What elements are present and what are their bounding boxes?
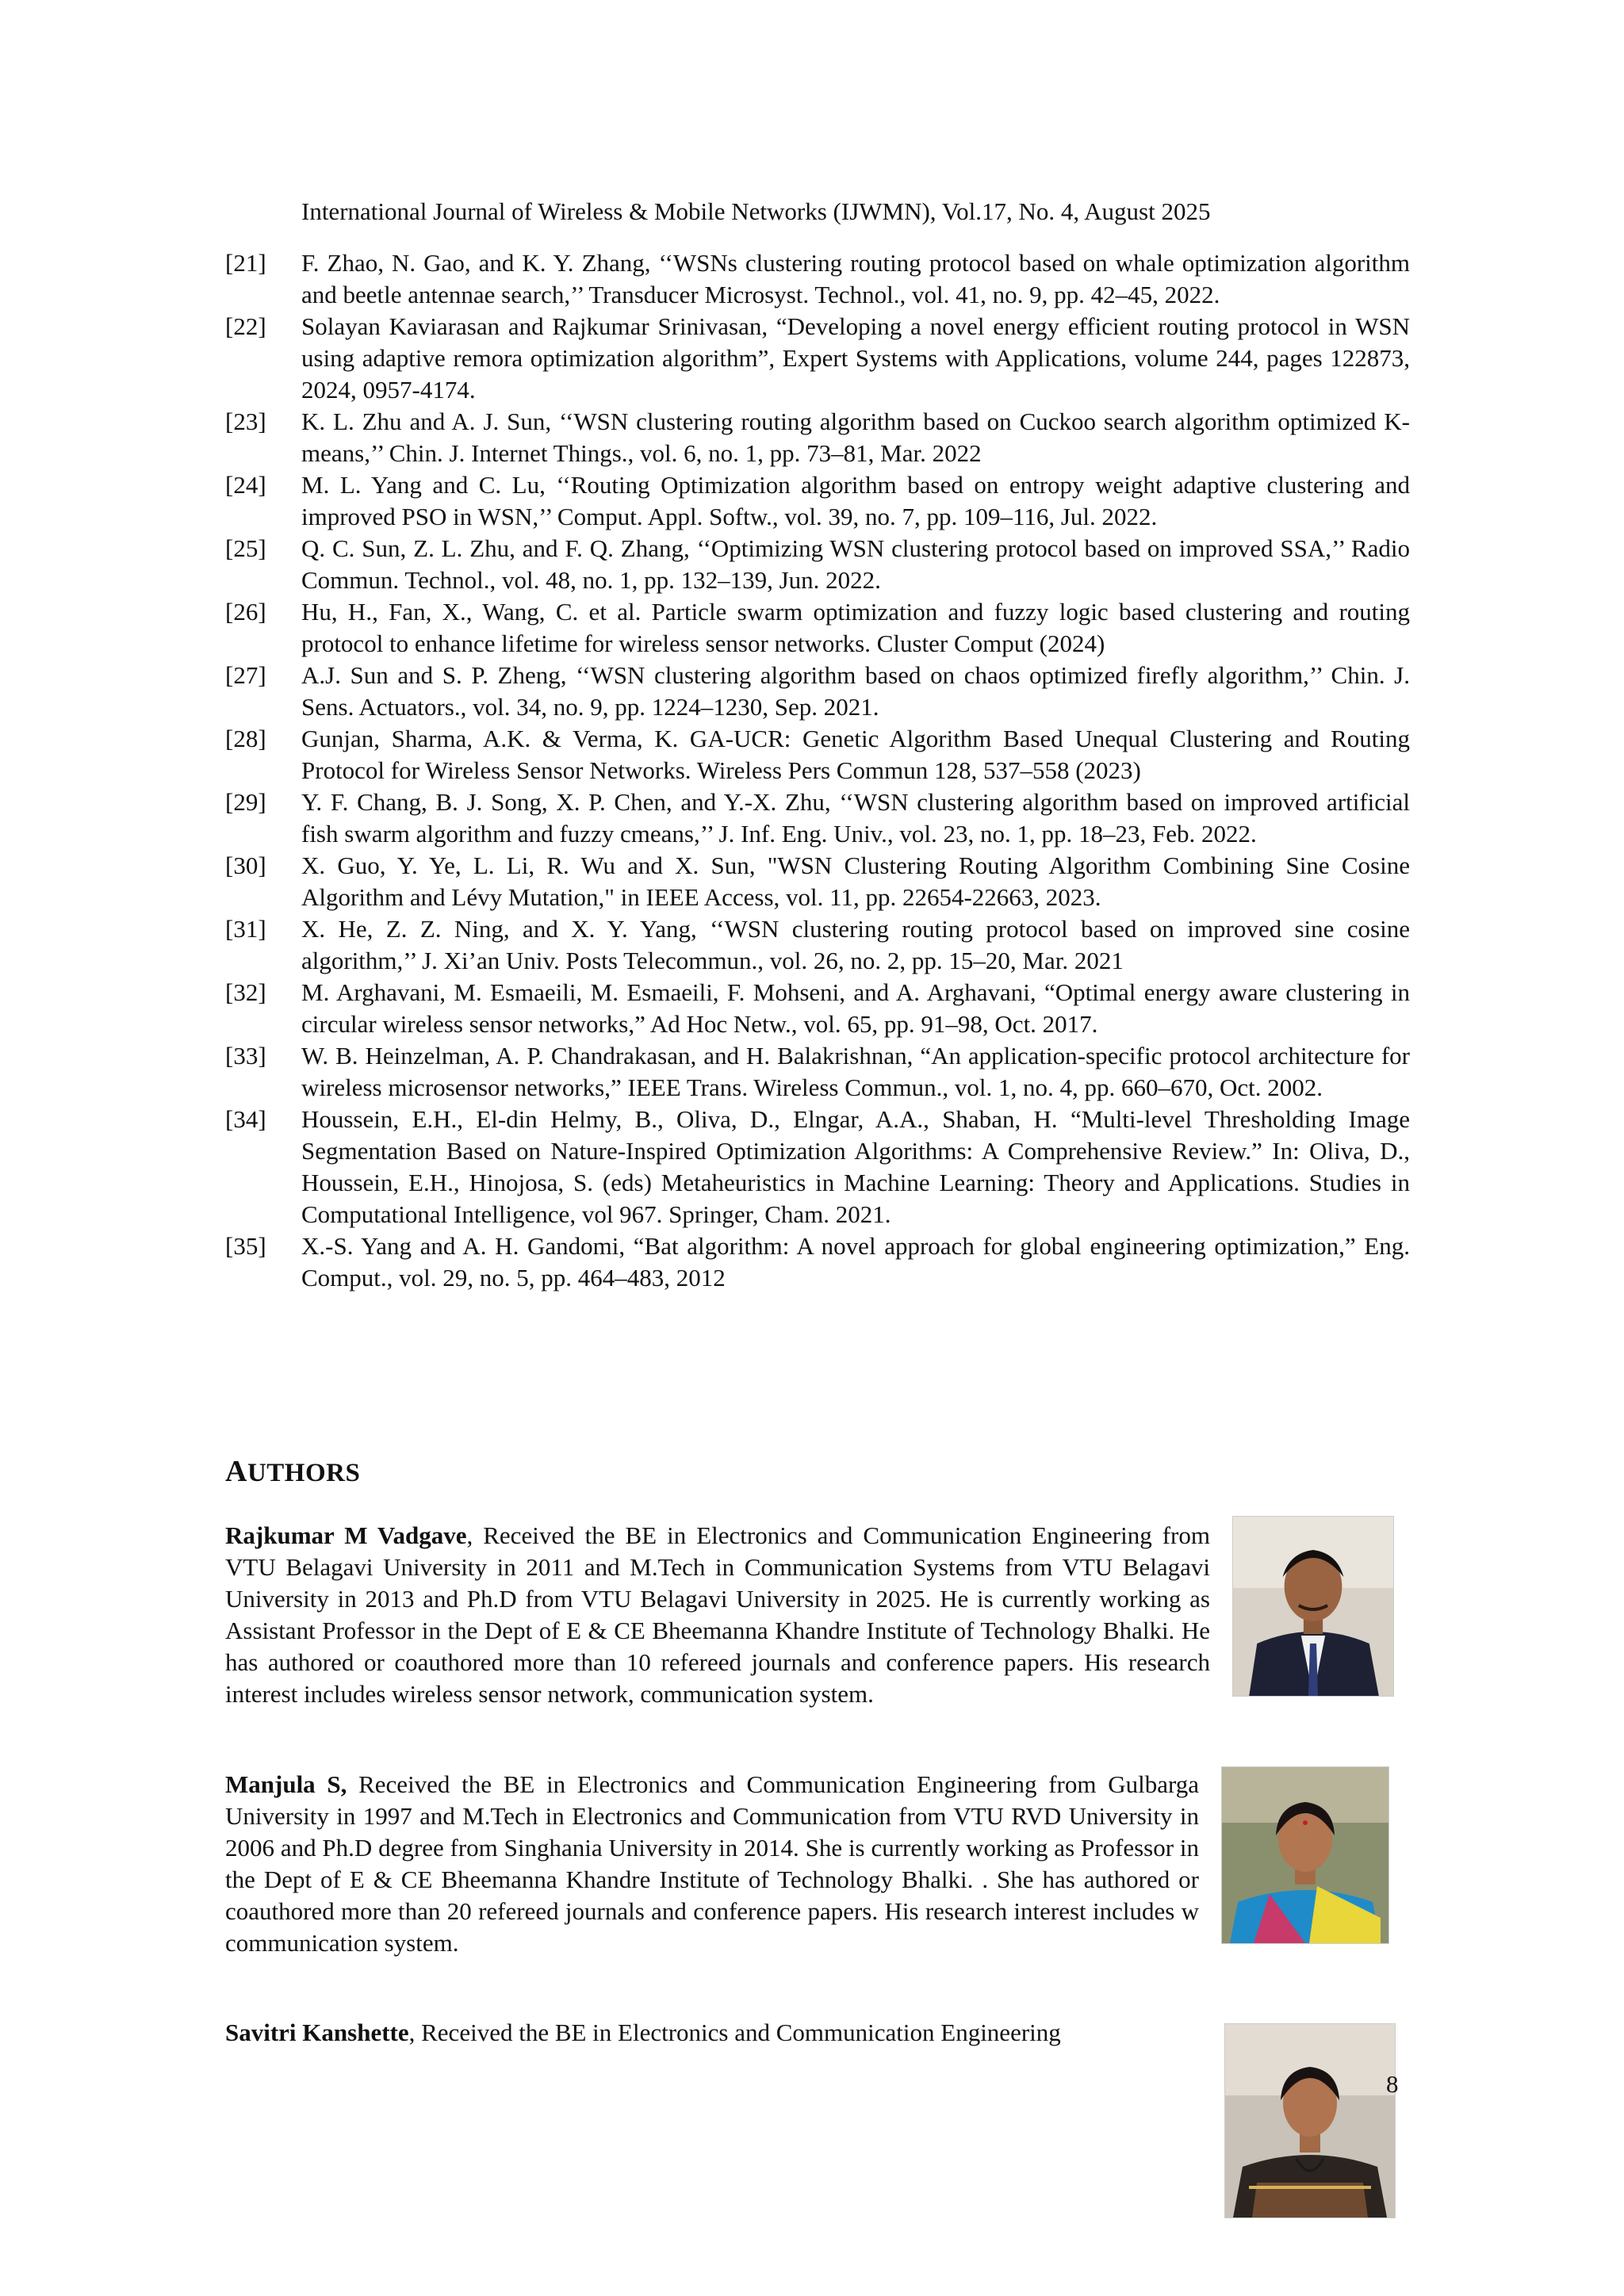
author-name: Savitri Kanshette [225, 2019, 409, 2046]
author-bio-text: Received the BE in Electronics and Communication Engineering [415, 2019, 1061, 2046]
reference-text: X.-S. Yang and A. H. Gandomi, “Bat algorithm: A novel approach for global engineering optimization,” Eng. Comput., vol. 29, no. 5, pp. 464–483, 2012 [301, 1232, 1410, 1292]
reference-text: Hu, H., Fan, X., Wang, C. et al. Particle swarm optimization and fuzzy logic based clustering and routing protocol to enhance lifetime for wireless sensor networks. Cluster Comput (2024) [301, 598, 1410, 657]
reference-item [225, 1040, 1410, 1104]
reference-number: [29] [225, 788, 266, 816]
reference-text: W. B. Heinzelman, A. P. Chandrakasan, and H. Balakrishnan, “An application-specific protocol architecture for wireless microsensor networks,” IEEE Trans. Wireless Commun., vol. 1, no. 4, pp. 660–670, Oct. 2002. [301, 1042, 1410, 1101]
reference-item [225, 406, 1410, 469]
reference-item [225, 469, 1410, 533]
reference-number: [28] [225, 725, 266, 752]
author-photo [1224, 2023, 1396, 2218]
reference-text: Solayan Kaviarasan and Rajkumar Srinivasan, “Developing a novel energy efficient routing protocol in WSN using adaptive remora optimization algorithm”, Expert Systems with Applications, volume 244, pages 122873, 2024, 0957-4174. [301, 312, 1410, 404]
author-name: Manjula S, [225, 1770, 347, 1798]
author-photo [1232, 1516, 1394, 1697]
reference-number: [31] [225, 915, 266, 943]
reference-text: F. Zhao, N. Gao, and K. Y. Zhang, ‘‘WSNs clustering routing protocol based on whale optimization algorithm and beetle antennae search,’’ Transducer Microsyst. Technol., vol. 41, no. 9, pp. 42–45, 2022. [301, 249, 1410, 308]
reference-text: Houssein, E.H., El-din Helmy, B., Oliva, D., Elngar, A.A., Shaban, H. “Multi-level Thresholding Image Segmentation Based on Nature-Inspired Optimization Algorithms: A Comprehensive Review.” In: Oliva, D., Houssein, E.H., Hinojosa, S. (eds) Metaheuristics in Machine Learning: Theory and Applications. Studies in Computational Intelligence, vol 967. Springer, Cham. 2021. [301, 1105, 1410, 1228]
author-bio-text: Received the BE in Electronics and Communication Engineering from Gulbarga University in 1997 and M.Tech in Electronics and Communication from VTU RVD University in 2006 and Ph.D degree from Singhania University in 2014. She is currently working as Professor in the Dept of E & CE Bheemanna Khandre Institute of Technology Bhalki. . She has authored or coauthored more than 20 refereed journals and conference papers. His research interest includes w communication system. [225, 1770, 1199, 1957]
reference-text: Gunjan, Sharma, A.K. & Verma, K. GA-UCR: Genetic Algorithm Based Unequal Clustering and Routing Protocol for Wireless Sensor Networks. Wireless Pers Commun 128, 537–558 (2023) [301, 725, 1410, 784]
reference-number: [27] [225, 661, 266, 689]
reference-item [225, 247, 1410, 311]
authors-heading: AUTHORS [225, 1455, 361, 1488]
reference-text: K. L. Zhu and A. J. Sun, ‘‘WSN clustering routing algorithm based on Cuckoo search algorithm optimized K-means,’’ Chin. J. Internet Things., vol. 6, no. 1, pp. 73–81, Mar. 2022 [301, 408, 1410, 467]
reference-number: [33] [225, 1042, 266, 1070]
author-bio: Rajkumar M Vadgave, Received the BE in Electronics and Communication Engineering from VTU Belagavi University in 2011 and M.Tech in Communication Systems from VTU Belagavi University in 2013 and Ph.D from VTU Belagavi University in 2025. He is currently working as Assistant Professor in the Dept of E & CE Bheemanna Khandre Institute of Technology Bhalki. He has authored or coauthored more than 10 refereed journals and conference papers. His research interest includes wireless sensor network, communication system. [225, 1521, 1210, 1708]
reference-text: A.J. Sun and S. P. Zheng, ‘‘WSN clustering algorithm based on chaos optimized firefly algorithm,’’ Chin. J. Sens. Actuators., vol. 34, no. 9, pp. 1224–1230, Sep. 2021. [301, 661, 1410, 721]
author-bio-text: Received the BE in Electronics and Communication Engineering from VTU Belagavi University in 2011 and M.Tech in Communication Systems from VTU Belagavi University in 2013 and Ph.D from VTU Belagavi University in 2025. He is currently working as Assistant Professor in the Dept of E & CE Bheemanna Khandre Institute of Technology Bhalki. He has authored or coauthored more than 10 refereed journals and conference papers. His research interest includes wireless sensor network, communication system. [225, 1521, 1210, 1708]
reference-item [225, 311, 1410, 406]
reference-number: [21] [225, 249, 266, 277]
reference-item [225, 723, 1410, 786]
reference-item [225, 850, 1410, 913]
author-bio [225, 1769, 1199, 1959]
reference-text: M. L. Yang and C. Lu, ‘‘Routing Optimization algorithm based on entropy weight adaptive clustering and improved PSO in WSN,’’ Comput. Appl. Softw., vol. 39, no. 7, pp. 109–116, Jul. 2022. [301, 471, 1410, 530]
reference-item [225, 660, 1410, 723]
reference-number: [26] [225, 598, 266, 626]
reference-item [225, 1104, 1410, 1230]
reference-number: [32] [225, 978, 266, 1006]
reference-item [225, 1230, 1410, 1294]
reference-number: [22] [225, 312, 266, 340]
reference-item [225, 786, 1410, 850]
reference-number: [35] [225, 1232, 266, 1260]
reference-text: Y. F. Chang, B. J. Song, X. P. Chen, and Y.-X. Zhu, ‘‘WSN clustering algorithm based on improved artificial fish swarm algorithm and fuzzy cmeans,’’ J. Inf. Eng. Univ., vol. 23, no. 1, pp. 18–23, Feb. 2022. [301, 788, 1410, 848]
author-name: Rajkumar M Vadgave [225, 1521, 467, 1549]
reference-item [225, 977, 1410, 1040]
author-bio: Savitri Kanshette, Received the BE in Electronics and Communication Engineering [225, 2019, 1061, 2046]
reference-number: [34] [225, 1105, 266, 1133]
reference-item [225, 596, 1410, 660]
running-header: International Journal of Wireless & Mobile Networks (IJWMN), Vol.17, No. 4, August 2025 [301, 197, 1211, 225]
reference-item [225, 913, 1410, 977]
reference-list [225, 247, 1410, 1294]
reference-text: X. He, Z. Z. Ning, and X. Y. Yang, ‘‘WSN clustering routing protocol based on improved sine cosine algorithm,’’ J. Xi’an Univ. Posts Telecommun., vol. 26, no. 2, pp. 15–20, Mar. 2021 [301, 915, 1410, 974]
reference-number: [25] [225, 534, 266, 562]
reference-text: X. Guo, Y. Ye, L. Li, R. Wu and X. Sun, "WSN Clustering Routing Algorithm Combining Sine Cosine Algorithm and Lévy Mutation," in IEEE Access, vol. 11, pp. 22654-22663, 2023. [301, 851, 1410, 911]
reference-item [225, 533, 1410, 596]
page-number: 8 [1386, 2070, 1399, 2098]
reference-text: M. Arghavani, M. Esmaeili, M. Esmaeili, F. Mohseni, and A. Arghavani, “Optimal energy aware clustering in circular wireless sensor networks,” Ad Hoc Netw., vol. 65, pp. 91–98, Oct. 2017. [301, 978, 1410, 1038]
author-photo [1221, 1766, 1389, 1944]
reference-text: Q. C. Sun, Z. L. Zhu, and F. Q. Zhang, ‘‘Optimizing WSN clustering protocol based on improved SSA,’’ Radio Commun. Technol., vol. 48, no. 1, pp. 132–139, Jun. 2022. [301, 534, 1410, 594]
reference-number: [30] [225, 851, 266, 879]
reference-number: [23] [225, 408, 266, 435]
reference-number: [24] [225, 471, 266, 499]
